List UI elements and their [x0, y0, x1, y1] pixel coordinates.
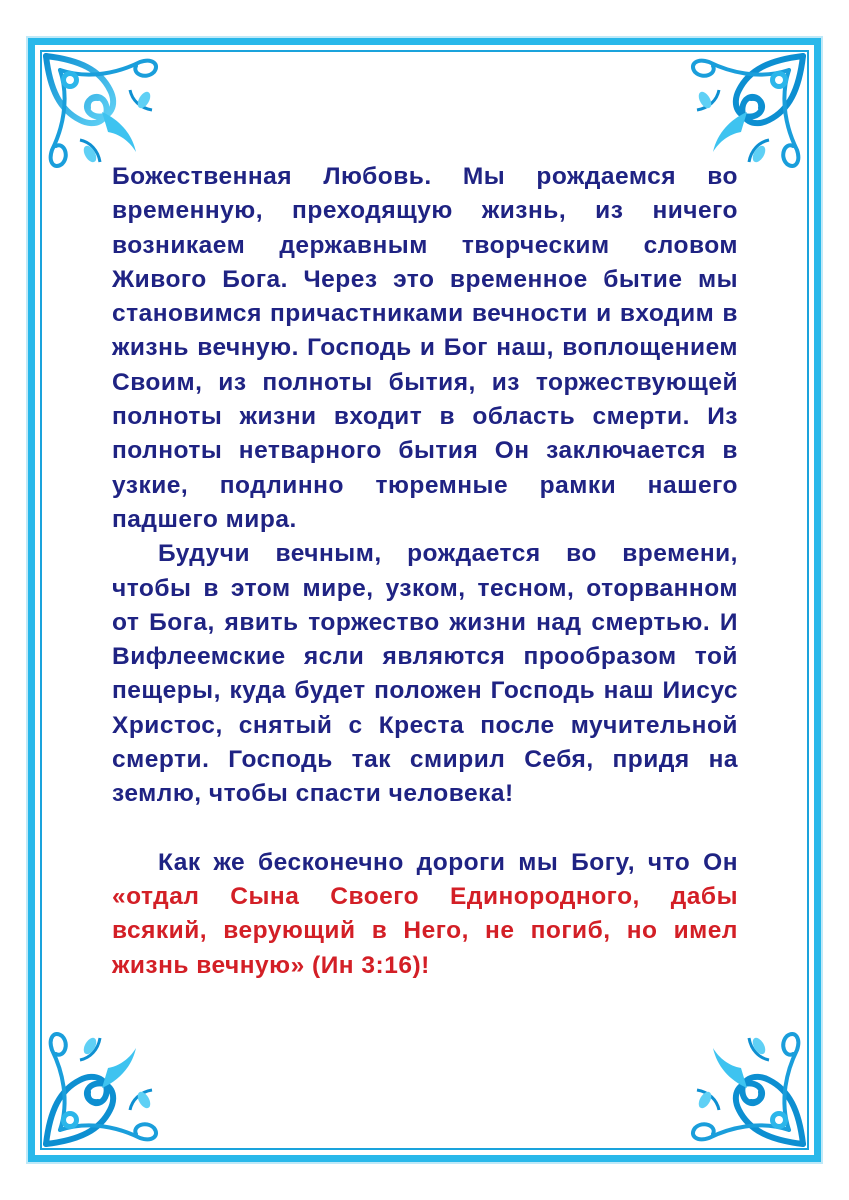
- paragraph-3: [112, 846, 738, 983]
- floral-ornament-icon: [40, 1020, 170, 1150]
- floral-ornament-icon: [679, 1020, 809, 1150]
- paragraph-3-intro: Как же бесконечно дороги мы Богу, что Он: [158, 848, 738, 876]
- paragraph-1: Божественная Любовь. Мы рождаемся во временную, преходящую жизнь, из ничего возникаем державным творческим словом Живого Бога. Через это временное бытие мы становимся причастниками вечности и входим в жизнь вечную. Господь и Бог наш, воплощением Своим, из полноты бытия, из торжествующей полноты жизни входит в область смерти. Из полноты нетварного бытия Он заключается в узкие, подлинно тюремные рамки нашего падшего мира.: [112, 163, 738, 533]
- scripture-quote: «отдал Сына Своего Единородного, дабы всякий, верующий в Него, не погиб, но имел жизнь вечную» (Ин 3:16)!: [112, 882, 738, 979]
- paragraph-2: Будучи вечным, рождается во времени, чтобы в этом мире, узком, тесном, оторванном от Бога, явить торжество жизни над смертью. И Вифлеемские ясли являются прообразом той пещеры, куда будет положен Господь наш Иисус Христос, снятый с Креста после мучительной смерти. Господь так смирил Себя, придя на землю, чтобы спасти человека!: [112, 540, 738, 808]
- paragraph-spacer: [112, 812, 738, 846]
- document-body: [112, 160, 738, 983]
